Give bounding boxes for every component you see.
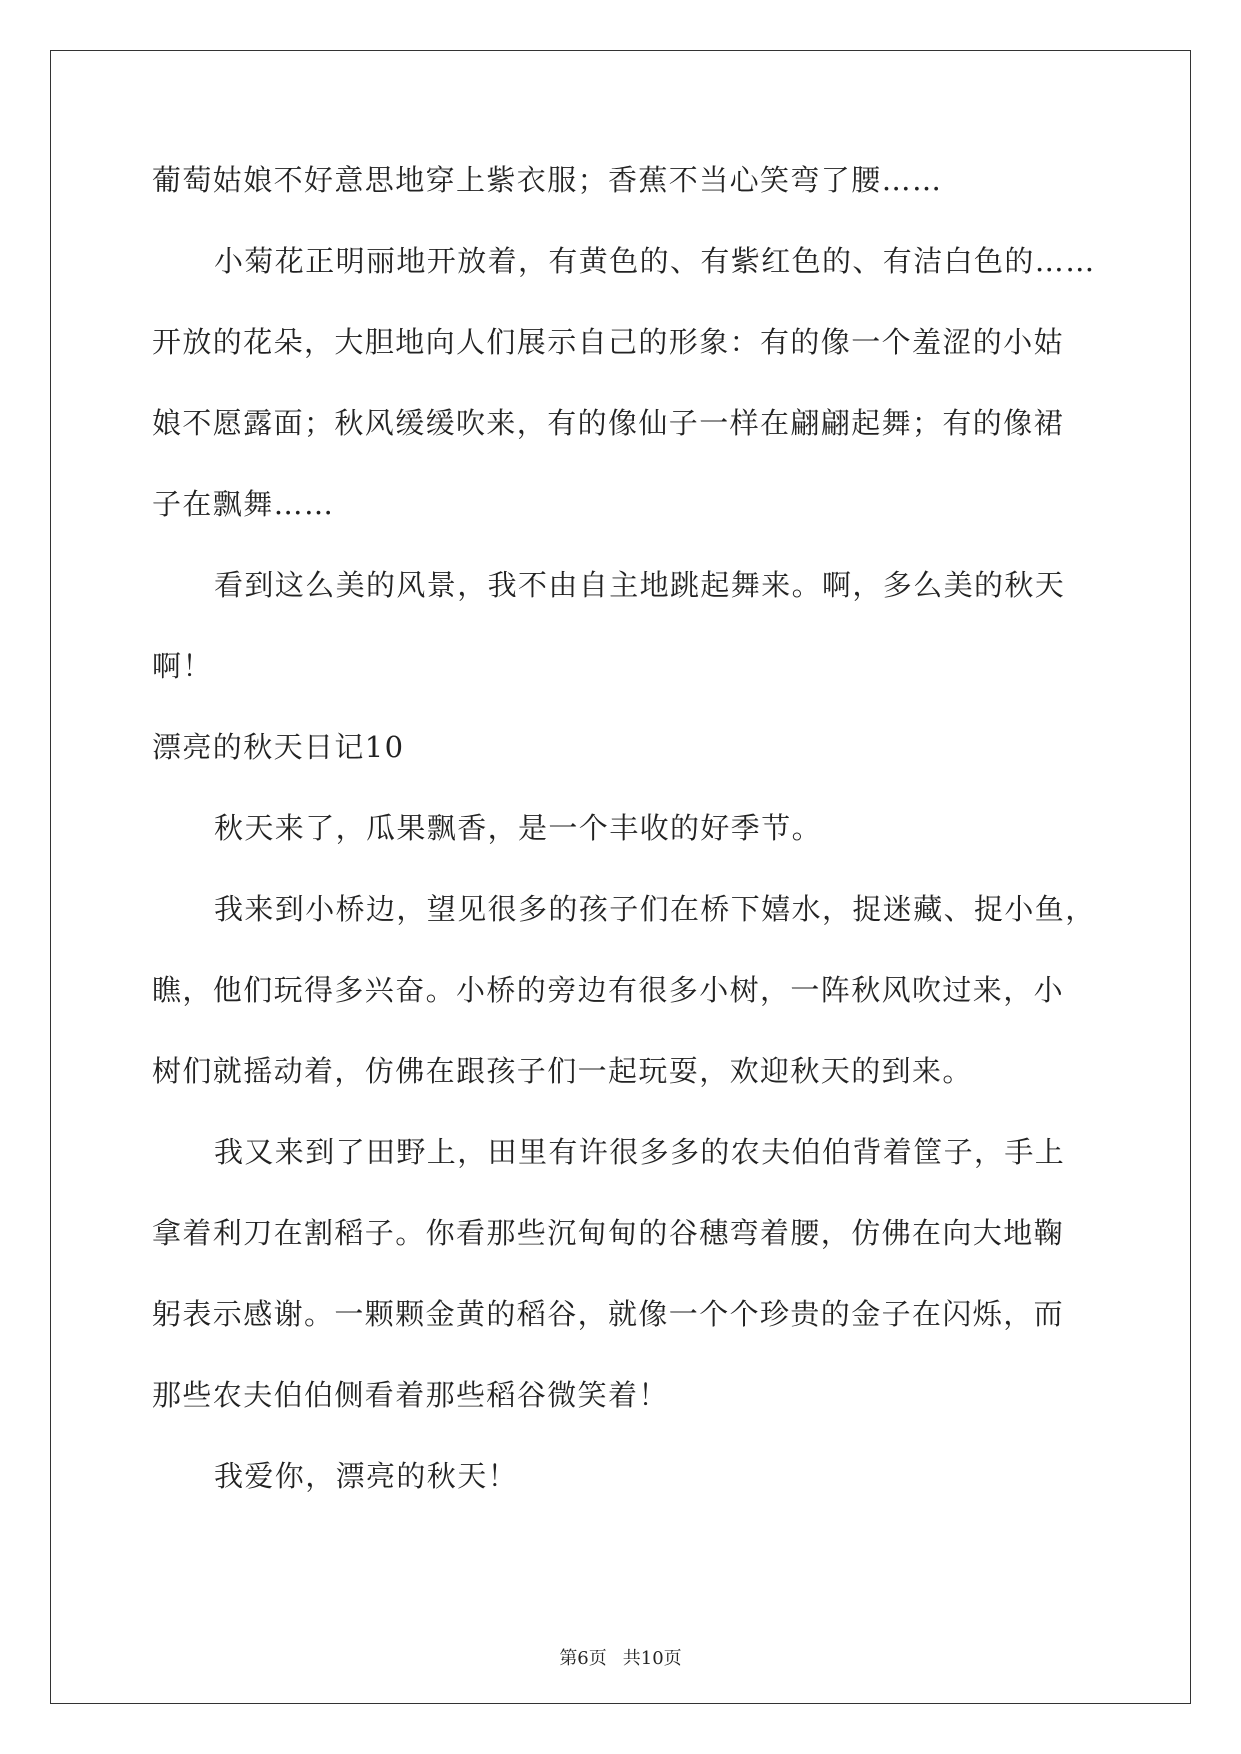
page-footer [0,1647,1241,1671]
text-line: 我爱你，漂亮的秋天！ [214,1459,519,1493]
text-line: 树们就摇动着，仿佛在跟孩子们一起玩耍，欢迎秋天的到来。 [152,1054,973,1088]
text-line: 子在飘舞…… [152,487,335,521]
text-line: 娘不愿露面；秋风缓缓吹来，有的像仙子一样在翩翩起舞；有的像裙 [152,406,1065,440]
text-line: 我来到小桥边，望见很多的孩子们在桥下嬉水，捉迷藏、捉小鱼， [214,892,1096,926]
page-number-current: 第6页 [559,1648,607,1669]
document-body [152,160,1096,1537]
text-line: 看到这么美的风景，我不由自主地跳起舞来。啊，多么美的秋天 [214,568,1066,602]
text-line: 那些农夫伯伯侧看着那些稻谷微笑着！ [152,1378,669,1412]
text-line: 开放的花朵，大胆地向人们展示自己的形象：有的像一个羞涩的小姑 [152,325,1065,359]
text-line: 秋天来了，瓜果飘香，是一个丰收的好季节。 [214,811,823,845]
text-line: 我又来到了田野上，田里有许很多多的农夫伯伯背着筐子，手上 [214,1135,1066,1169]
text-line: 小菊花正明丽地开放着，有黄色的、有紫红色的、有洁白色的…… [214,244,1096,278]
text-line: 拿着利刀在割稻子。你看那些沉甸甸的谷穗弯着腰，仿佛在向大地鞠 [152,1216,1065,1250]
text-line: 瞧，他们玩得多兴奋。小桥的旁边有很多小树，一阵秋风吹过来，小 [152,973,1065,1007]
text-line: 啊！ [152,649,213,683]
text-line: 躬表示感谢。一颗颗金黄的稻谷，就像一个个珍贵的金子在闪烁，而 [152,1297,1065,1331]
section-heading: 漂亮的秋天日记10 [152,730,405,764]
text-line: 葡萄姑娘不好意思地穿上紫衣服；香蕉不当心笑弯了腰…… [152,163,943,197]
page-number-total: 共10页 [622,1648,682,1669]
